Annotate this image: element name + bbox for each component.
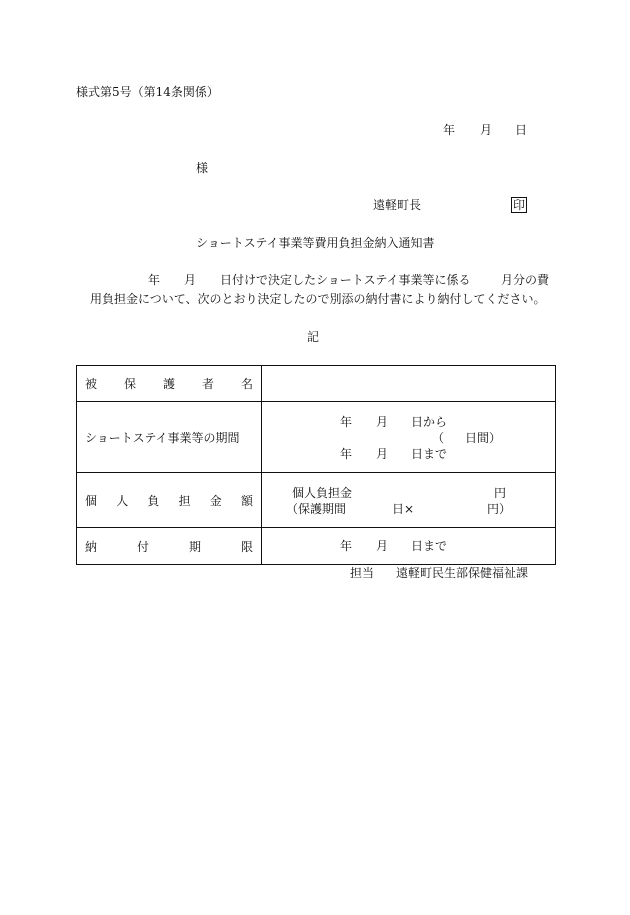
- issuer-title: 遠軽町長: [373, 198, 422, 212]
- details-table: [76, 365, 556, 565]
- body-line1-suffix: 月分の費: [501, 273, 550, 287]
- recipient-name-label: 被 保 護 者 名: [77, 366, 262, 402]
- date-month: 月: [480, 123, 493, 137]
- footer-label: 担当: [350, 566, 375, 580]
- body-line1-text: 日付けで決定したショートステイ事業等に係る: [220, 273, 471, 287]
- personal-charge-label: 個 人 負 担 金 額: [77, 473, 262, 528]
- seal-stamp: 印: [513, 198, 526, 212]
- body-line2: 用負担金について、次のとおり決定したので別添の納付書により納付してください。: [90, 292, 546, 306]
- document-title: ショートステイ事業等費用負担金納入通知書: [196, 236, 435, 250]
- due-date-value: 年 月 日まで: [262, 528, 556, 565]
- form-number: 様式第5号（第14条関係）: [76, 85, 219, 99]
- footer-department: 遠軽町民生部保健福祉課: [396, 566, 529, 580]
- addressee-suffix: 様: [196, 161, 209, 175]
- table-row: [77, 366, 556, 402]
- date-day: 日: [515, 123, 528, 137]
- table-row: [77, 402, 556, 473]
- table-row: [77, 528, 556, 565]
- ki-label: 記: [307, 330, 320, 344]
- due-date-label: 納 付 期 限: [77, 528, 262, 565]
- recipient-name-value[interactable]: [262, 366, 556, 402]
- table-row: [77, 473, 556, 528]
- period-label: ショートステイ事業等の期間: [77, 402, 262, 473]
- personal-charge-value: 個人負担金 円 （保護期間 日× 円）: [262, 473, 556, 528]
- date-year: 年: [443, 123, 456, 137]
- body-month: 月: [184, 273, 197, 287]
- body-year: 年: [148, 273, 161, 287]
- period-value: 年 月 日から （ 日間） 年 月 日まで: [262, 402, 556, 473]
